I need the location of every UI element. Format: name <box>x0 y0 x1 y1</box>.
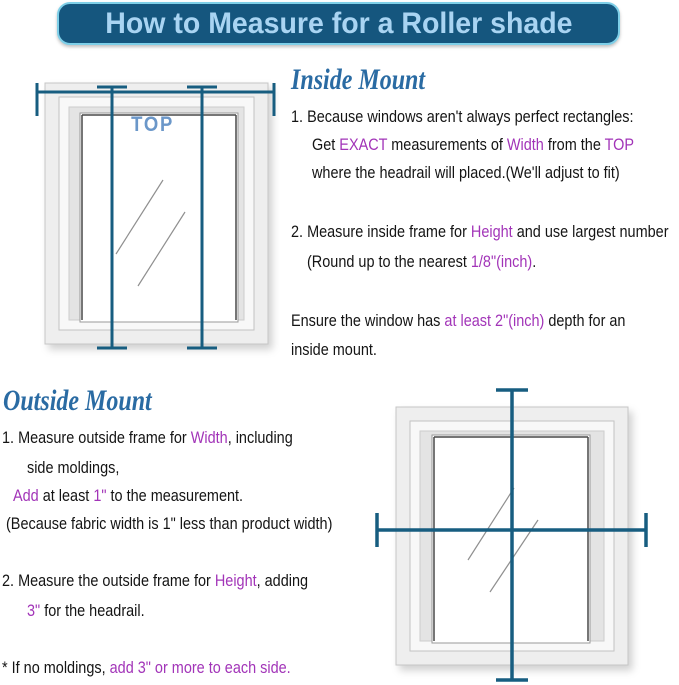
accent-segment: 3" <box>27 601 41 620</box>
text-segment: for the headrail. <box>40 601 145 620</box>
accent-segment: Width <box>506 135 544 154</box>
title-banner <box>57 2 620 45</box>
accent-segment: EXACT <box>339 135 388 154</box>
text-segment: 2. Measure inside frame for <box>291 222 471 241</box>
outside-mount-heading: Outside Mount <box>3 384 152 417</box>
text-segment: and use largest number <box>512 222 669 241</box>
text-segment: to the measurement. <box>106 486 244 505</box>
text-segment: , adding <box>256 571 309 590</box>
inside-mount-heading: Inside Mount <box>291 63 426 96</box>
accent-segment: Height <box>470 222 513 241</box>
accent-segment: 1" <box>93 486 107 505</box>
text-segment: Get <box>312 135 340 154</box>
inside-step1-line1: 1. Because windows aren't always perfect rectangles: <box>291 107 634 126</box>
accent-segment: at least 2"(inch) <box>444 311 545 330</box>
inside-step2-line2 <box>307 252 536 272</box>
window-glass <box>80 113 238 322</box>
outside-step1-line3 <box>13 486 243 506</box>
inside-mount-window-illustration <box>28 76 280 360</box>
outside-step1-line1 <box>2 428 293 448</box>
text-segment: * If no moldings, <box>2 658 110 677</box>
text-segment: (Round up to the nearest <box>307 252 471 271</box>
inside-step2-line1 <box>291 222 669 242</box>
outside-step1-line2: side moldings, <box>27 458 120 477</box>
accent-segment: Add <box>13 486 39 505</box>
inside-depth-note-line1 <box>291 311 625 331</box>
text-segment: , including <box>227 428 293 447</box>
text-segment: measurements of <box>387 135 507 154</box>
inside-step1-line3: where the headrail will placed.(We'll adjust to fit) <box>312 163 620 182</box>
outside-step2-line2 <box>27 601 145 621</box>
accent-segment: add 3" or more to each side. <box>109 658 291 677</box>
accent-segment: Height <box>214 571 257 590</box>
text-segment: from the <box>543 135 605 154</box>
inside-step1-line2 <box>312 135 634 155</box>
window-top-label: TOP <box>131 113 175 136</box>
outside-mount-window-illustration <box>368 378 658 685</box>
text-segment: . <box>532 252 537 271</box>
text-segment: 1. Measure outside frame for <box>2 428 191 447</box>
text-segment: Ensure the window has <box>291 311 445 330</box>
outside-step1-line4: (Because fabric width is 1" less than product width) <box>6 514 333 533</box>
accent-segment: Width <box>190 428 228 447</box>
text-segment: depth for an <box>544 311 626 330</box>
inside-depth-note-line2: inside mount. <box>291 340 377 359</box>
outside-mount-window-graphic <box>368 378 658 685</box>
page-title: How to Measure for a Roller shade <box>104 6 573 40</box>
outside-note <box>2 658 291 678</box>
accent-segment: 1/8"(inch) <box>470 252 533 271</box>
accent-segment: TOP <box>604 135 635 154</box>
text-segment: 2. Measure the outside frame for <box>2 571 215 590</box>
outside-step2-line1 <box>2 571 308 591</box>
text-segment: at least <box>38 486 94 505</box>
